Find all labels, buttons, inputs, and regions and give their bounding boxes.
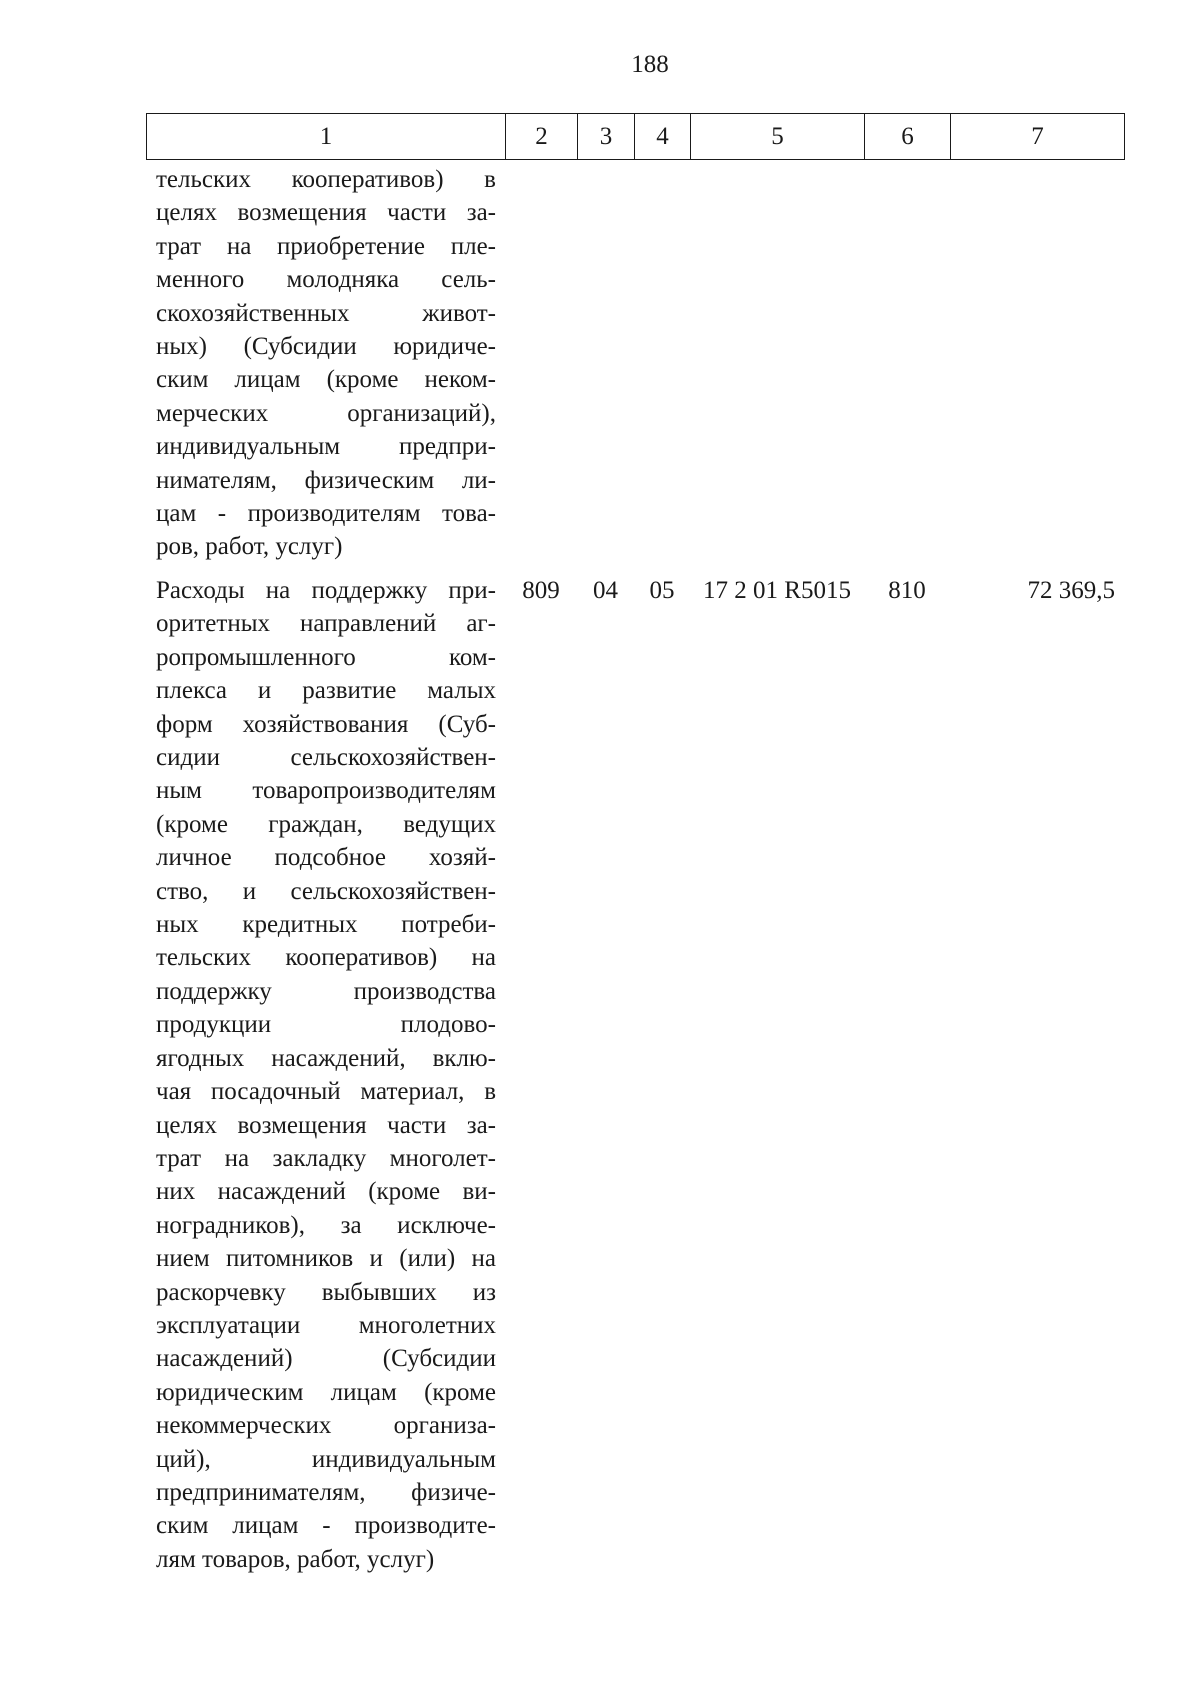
description-line: оритетных направлений аг- xyxy=(156,610,496,638)
description-line: ским лицам - производите- xyxy=(156,1512,496,1540)
description-line: ным товаропроизводителям xyxy=(156,777,496,805)
description-line: ных) (Субсидии юридиче- xyxy=(156,333,496,361)
row-col-3: 04 xyxy=(593,577,618,604)
description-line: ягодных насаждений, вклю- xyxy=(156,1044,496,1072)
description-line: нием питомников и (или) на xyxy=(156,1245,496,1273)
description-line: юридическим лицам (кроме xyxy=(156,1378,496,1406)
description-line: трат на закладку многолет- xyxy=(156,1144,496,1172)
description-line: ций), индивидуальным xyxy=(156,1445,496,1473)
header-col-4: 4 xyxy=(635,114,691,159)
table-header xyxy=(146,113,1125,160)
description-line: предпринимателям, физиче- xyxy=(156,1478,496,1506)
description-line: эксплуатации многолетних xyxy=(156,1311,496,1339)
description-line: ропромышленного ком- xyxy=(156,643,496,671)
header-col-2: 2 xyxy=(506,114,578,159)
description-line: ров, работ, услуг) xyxy=(156,533,343,561)
description-line: насаждений) (Субсидии xyxy=(156,1345,496,1373)
description-line: раскорчевку выбывших из xyxy=(156,1278,496,1306)
description-line: тельских кооперативов) в xyxy=(156,166,496,193)
description-line: менного молодняка сель- xyxy=(156,266,496,294)
row-description xyxy=(156,574,496,1576)
header-col-7: 7 xyxy=(1031,122,1044,150)
description-line: (кроме граждан, ведущих xyxy=(156,810,496,838)
description-line: нимателям, физическим ли- xyxy=(156,466,496,494)
description-line: ство, и сельскохозяйствен- xyxy=(156,877,496,905)
row-col-7: 72 369,5 xyxy=(1027,577,1115,604)
row-col-6: 810 xyxy=(888,577,926,604)
header-col-1: 1 xyxy=(147,114,506,159)
header-col-6: 6 xyxy=(865,114,951,159)
row-col-4: 05 xyxy=(649,577,675,604)
description-line: них насаждений (кроме ви- xyxy=(156,1178,496,1206)
description-line: индивидуальным предпри- xyxy=(156,433,496,461)
page-number: 188 xyxy=(631,51,669,78)
description-line: трат на приобретение пле- xyxy=(156,232,496,260)
description-line: плекса и развитие малых xyxy=(156,677,496,705)
description-line: ноградников), за исключе- xyxy=(156,1211,496,1239)
description-line: некоммерческих организа- xyxy=(156,1412,496,1440)
row-col-2: 809 xyxy=(522,577,560,604)
description-line: чая посадочный материал, в xyxy=(156,1078,496,1106)
description-line: цам - производителям това- xyxy=(156,500,496,528)
description-line: мерческих организаций), xyxy=(156,399,496,427)
description-line: лям товаров, работ, услуг) xyxy=(156,1545,435,1573)
description-line: ским лицам (кроме неком- xyxy=(156,366,496,394)
row-col-5: 17 2 01 R5015 xyxy=(703,577,851,604)
description-line: личное подсобное хозяй- xyxy=(156,844,496,872)
row-description xyxy=(156,163,496,564)
header-col-5: 5 xyxy=(691,114,865,159)
description-line: скохозяйственных живот- xyxy=(156,299,496,327)
description-line: сидии сельскохозяйствен- xyxy=(156,744,496,772)
header-col-3: 3 xyxy=(578,114,635,159)
description-line: целях возмещения части за- xyxy=(156,199,496,227)
description-line: форм хозяйствования (Суб- xyxy=(156,710,496,738)
description-line: поддержку производства xyxy=(156,977,496,1005)
description-line: тельских кооперативов) на xyxy=(156,944,496,972)
description-line: Расходы на поддержку при- xyxy=(156,577,496,604)
description-line: ных кредитных потреби- xyxy=(156,911,496,939)
description-line: целях возмещения части за- xyxy=(156,1111,496,1139)
description-line: продукции плодово- xyxy=(156,1011,496,1039)
